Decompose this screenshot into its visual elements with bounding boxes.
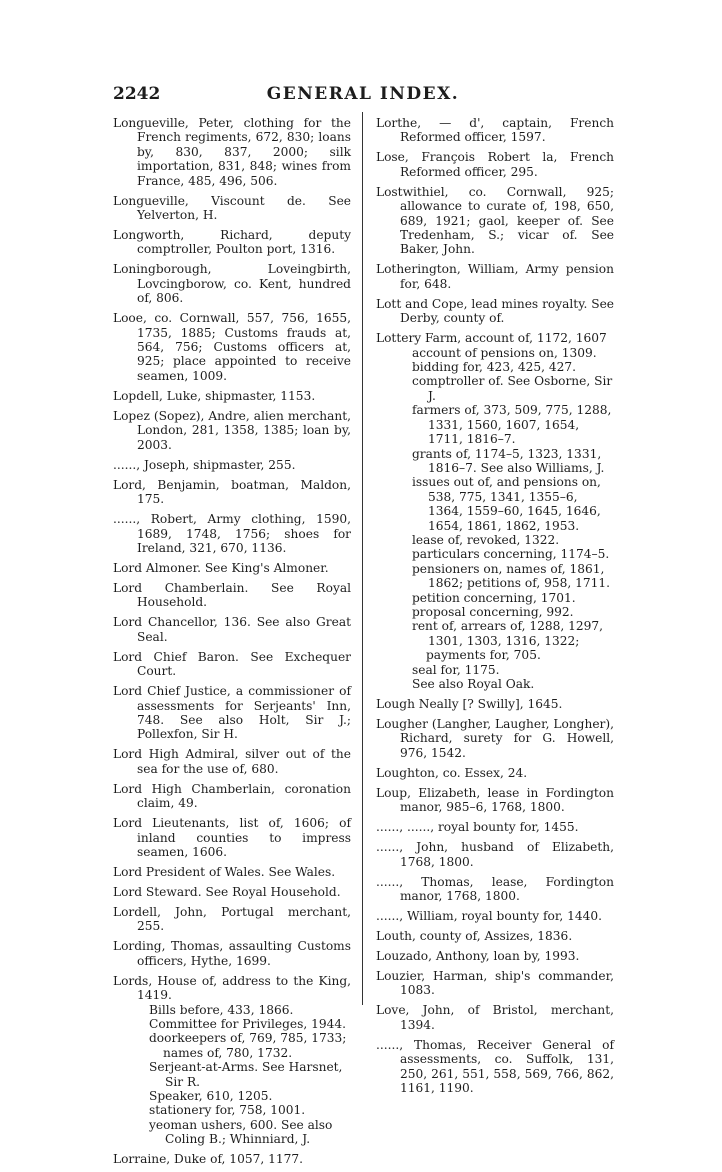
index-subentry: issues out of, and pensions on, 538, 775, 1341, 1355–6, 1364, 1559–60, 1645, 1646, 1654, 1861, 1862, 1953. [412, 475, 601, 533]
index-entry: Loup, Elizabeth, lease in Fordington manor, 985–6, 1768, 1800. [376, 785, 614, 815]
index-subentry: rent of, arrears of, 1288, 1297, 1301, 1303, 1316, 1322; [412, 619, 603, 648]
index-subentry: Bills before, 433, 1866. [149, 1002, 294, 1017]
index-entry: Love, John, of Bristol, merchant, 1394. [376, 1003, 614, 1032]
index-entry: Lord High Admiral, silver out of the sea for the use of, 680. [113, 747, 351, 776]
page-header [113, 84, 613, 108]
index-entry: Lord Chancellor, 136. See also Great Seal. [113, 615, 351, 644]
index-subentry: stationery for, 758, 1001. [149, 1103, 306, 1118]
index-entry: ......, John, husband of Elizabeth, 1768, 1800. [376, 840, 614, 869]
index-entry: Lorthe, — d', captain, French Reformed officer, 1597. [376, 116, 614, 145]
index-subentry: Speaker, 610, 1205. [149, 1089, 273, 1104]
index-subentry: grants of, 1174–5, 1323, 1331, 1816–7. See also Williams, J. [412, 446, 605, 475]
index-entry: Lord Lieutenants, list of, 1606; of inland counties to impress seamen, 1606. [113, 816, 351, 859]
index-entry: Lord Chief Justice, a commissioner of assessments for Serjeants' Inn, 748. See also Holt, Sir J.; Pollexfon, Sir H. [113, 684, 351, 742]
index-entry: Lose, François Robert la, French Reformed officer, 295. [376, 150, 614, 179]
index-subentry: comptroller of. See Osborne, Sir J. [412, 374, 613, 403]
index-subentry: Committee for Privileges, 1944. [149, 1017, 347, 1031]
index-entry: ......, Joseph, shipmaster, 255. [113, 457, 296, 472]
index-entry: Lords, House of, address to the King, 1419. [113, 973, 351, 1003]
index-subentry: proposal concerning, 992. [412, 604, 574, 619]
index-subentry: petition concerning, 1701. [412, 590, 576, 605]
index-entry: ......, ......, royal bounty for, 1455. [376, 820, 579, 835]
index-subentry: names of, 780, 1732. [163, 1045, 293, 1060]
index-entry: Lott and Cope, lead mines royalty. See Derby, county of. [376, 296, 614, 326]
index-entry: Lopdell, Luke, shipmaster, 1153. [113, 388, 316, 403]
index-entry: Lordell, John, Portugal merchant, 255. [113, 904, 351, 934]
column-divider [362, 112, 363, 1005]
index-entry: ......, Robert, Army clothing, 1590, 1689, 1748, 1756; shoes for Ireland, 321, 670, 1136. [113, 512, 351, 555]
index-subentry: yeoman ushers, 600. See also Coling B.; Whinniard, J. [149, 1117, 333, 1147]
index-entry: Lord Steward. See Royal Household. [113, 884, 341, 899]
index-subentry: pensioners on, names of, 1861, 1862; petitions of, 958, 1711. [412, 561, 610, 591]
index-entry: Loughton, co. Essex, 24. [376, 765, 528, 780]
index-entry: Louth, county of, Assizes, 1836. [376, 929, 573, 944]
index-entry: Longworth, Richard, deputy comptroller, Poulton port, 1316. [113, 228, 351, 257]
left-index-column [113, 116, 351, 1172]
index-subentry: particulars concerning, 1174–5. [412, 547, 610, 562]
index-subentry: doorkeepers of, 769, 785, 1733; [149, 1031, 347, 1046]
index-entry: Loningborough, Loveingbirth, Lovcingborow, co. Kent, hundred of, 806. [113, 262, 351, 306]
index-entry: Lord Chief Baron. See Exchequer Court. [113, 649, 351, 679]
index-entry: Lopez (Sopez), Andre, alien merchant, London, 281, 1358, 1385; loan by, 2003. [113, 408, 351, 452]
index-subentry: payments for, 705. [426, 648, 541, 663]
index-subentry: See also Royal Oak. [412, 677, 535, 691]
index-subentry: farmers of, 373, 509, 775, 1288, 1331, 1560, 1607, 1654, 1711, 1816–7. [412, 403, 612, 447]
index-entry: Lord Almoner. See King's Almoner. [113, 560, 329, 575]
index-entry: Lough Neally [? Swilly], 1645. [376, 697, 563, 711]
index-entry: Longueville, Viscount de. See Yelverton, H. [113, 193, 351, 223]
index-entry: Lostwithiel, co. Cornwall, 925; allowance to curate of, 198, 650, 689, 1921; gaol, keeper of. See Tredenham, S.; vicar of. See Baker, John. [376, 184, 614, 257]
index-entry: ......, Thomas, lease, Fordington manor, 1768, 1800. [376, 874, 614, 904]
index-entry: Lougher (Langher, Laugher, Longher), Richard, surety for G. Howell, 976, 1542. [376, 717, 614, 760]
index-entry: Lotherington, William, Army pension for, 648. [376, 262, 614, 291]
index-entry: Louzier, Harman, ship's commander, 1083. [376, 969, 614, 998]
index-subentry: seal for, 1175. [412, 662, 500, 677]
index-entry: Lord Chamberlain. See Royal Household. [113, 580, 351, 610]
page-title: GENERAL INDEX. [266, 84, 460, 104]
index-entry: Lord, Benjamin, boatman, Maldon, 175. [113, 477, 351, 507]
index-entry: Longueville, Peter, clothing for the French regiments, 672, 830; loans by, 830, 837, 2000; silk importation, 831, 848; wines from France, 485, 496, 506. [113, 116, 351, 188]
index-entry: Louzado, Anthony, loan by, 1993. [376, 949, 580, 964]
index-subentry: bidding for, 423, 425, 427. [412, 360, 576, 375]
index-entry: Looe, co. Cornwall, 557, 756, 1655, 1735, 1885; Customs frauds at, 564, 756; Customs officers at, 925; place appointed to receive seamen, 1009. [113, 311, 351, 383]
index-entry: Lording, Thomas, assaulting Customs officers, Hythe, 1699. [113, 939, 351, 968]
index-subentry: Serjeant-at-Arms. See Harsnet, Sir R. [149, 1060, 343, 1089]
page-number: 2242 [113, 84, 161, 104]
index-subentry: account of pensions on, 1309. [412, 345, 597, 360]
index-entry: Lord President of Wales. See Wales. [113, 864, 336, 879]
index-entry: ......, William, royal bounty for, 1440. [376, 909, 603, 924]
index-entry: ......, Thomas, Receiver General of assessments, co. Suffolk, 131, 250, 261, 551, 558, 569, 766, 862, 1161, 1190. [376, 1037, 614, 1096]
index-subentry: lease of, revoked, 1322. [412, 532, 560, 547]
index-entry: Lottery Farm, account of, 1172, 1607 [376, 331, 607, 346]
right-index-column [376, 116, 614, 1101]
index-entry: Lorraine, Duke of, 1057, 1177. [113, 1152, 303, 1167]
index-entry: Lord High Chamberlain, coronation claim, 49. [113, 781, 351, 811]
